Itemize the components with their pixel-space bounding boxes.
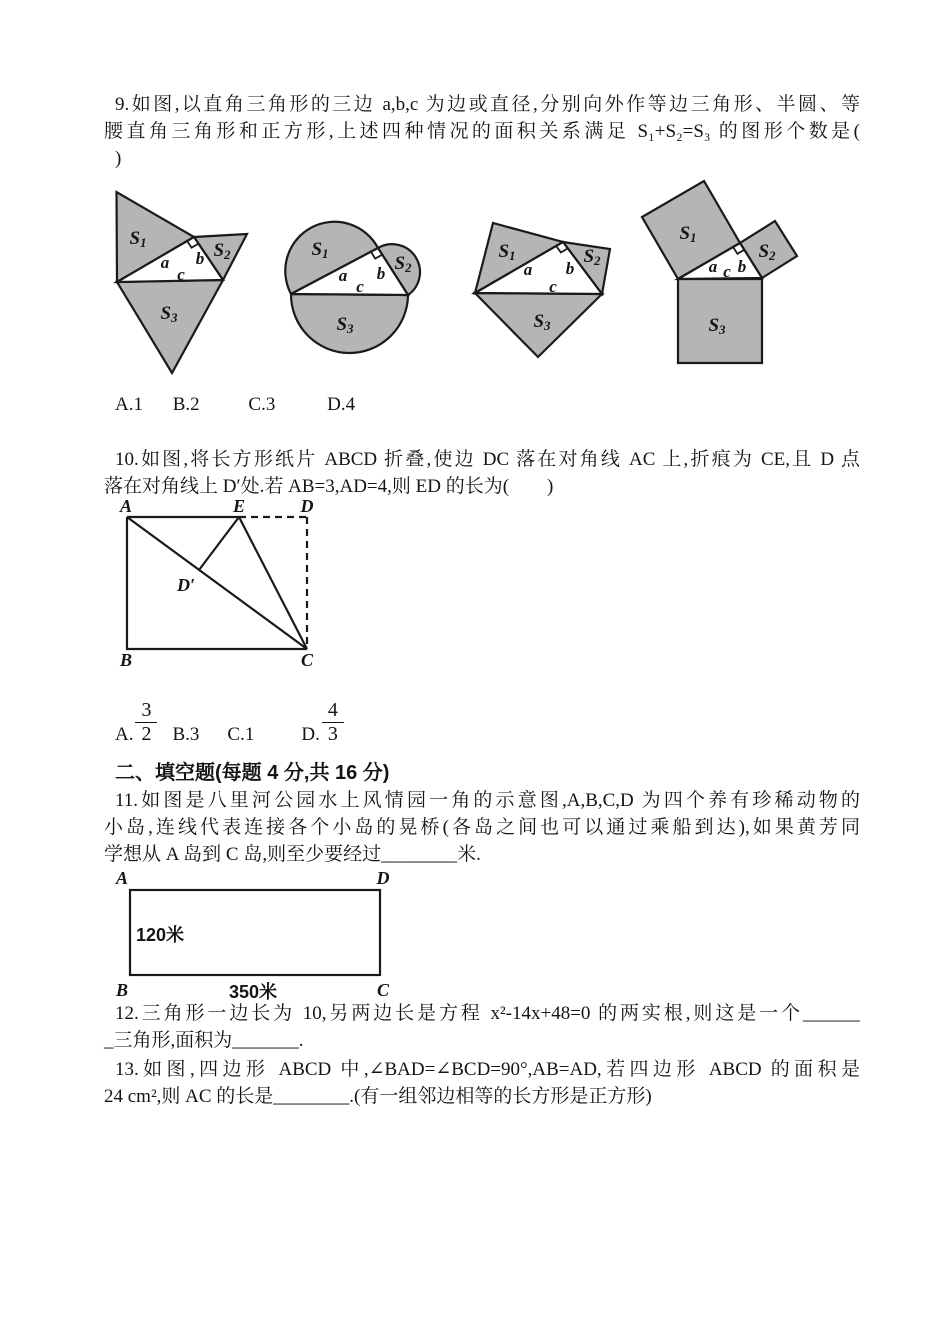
segment-e-c bbox=[239, 517, 307, 649]
q9-figure-equilateral-triangles bbox=[110, 180, 260, 375]
s2-label: S2 bbox=[394, 253, 412, 275]
choice-c: C.1 bbox=[227, 724, 255, 745]
side-a-label: a bbox=[160, 253, 170, 272]
q9-figure-squares bbox=[635, 176, 865, 368]
point-b-label: B bbox=[115, 980, 129, 1000]
question-10 bbox=[104, 446, 860, 500]
side-b-label: b bbox=[737, 257, 747, 276]
question-12 bbox=[104, 1000, 860, 1054]
choice-c: C.3 bbox=[248, 394, 276, 415]
point-c-label: C bbox=[376, 980, 390, 1000]
side-b-label: b bbox=[376, 264, 386, 283]
side-c-label: c bbox=[549, 277, 557, 296]
choice-a bbox=[115, 699, 157, 746]
s1-label: S1 bbox=[129, 228, 147, 250]
width-dimension-label: 350米 bbox=[229, 982, 278, 1002]
question-9-line-1: 9.如图,以直角三角形的三边 a,b,c 为边或直径,分别向外作等边三角形、半圆、等 bbox=[115, 94, 860, 115]
s3-label: S3 bbox=[336, 314, 354, 336]
choice-d bbox=[301, 699, 343, 746]
point-e-label: E bbox=[232, 498, 246, 516]
side-b-label: b bbox=[195, 249, 205, 268]
s1-label: S1 bbox=[498, 241, 516, 263]
question-12-line-2: _三角形,面积为_______. bbox=[104, 1030, 304, 1051]
diagonal-a-c bbox=[127, 517, 307, 649]
s3-label: S3 bbox=[708, 315, 726, 337]
side-a-label: a bbox=[708, 257, 718, 276]
q11-figure-park-rectangle bbox=[112, 868, 402, 1002]
q9-figure-semicircles bbox=[280, 208, 432, 358]
s2-label: S2 bbox=[758, 241, 776, 263]
point-d-label: D bbox=[376, 868, 390, 888]
side-c-label: c bbox=[356, 277, 364, 296]
question-9 bbox=[104, 91, 860, 172]
question-10-line-2: 落在对角线上 D′处.若 AB=3,AD=4,则 ED 的长为( ) bbox=[104, 476, 554, 497]
s3-label: S3 bbox=[160, 303, 178, 325]
side-a-label: a bbox=[338, 266, 348, 285]
segment-e-d-prime bbox=[199, 517, 239, 570]
s3-label: S3 bbox=[533, 311, 551, 333]
choice-a: A.1 bbox=[115, 394, 143, 415]
choice-b: B.2 bbox=[172, 394, 200, 415]
s1-label: S1 bbox=[679, 223, 697, 245]
s2-label: S2 bbox=[583, 246, 601, 268]
s3-triangle bbox=[117, 280, 223, 373]
side-c-label: c bbox=[723, 262, 731, 281]
q9-choices bbox=[104, 391, 860, 418]
section-2-header: 二、填空题(每题 4 分,共 16 分) bbox=[115, 762, 390, 784]
s2-label: S2 bbox=[213, 240, 231, 262]
q10-figure-rectangle-fold bbox=[113, 498, 323, 670]
question-10-line-1: 10.如图,将长方形纸片 ABCD 折叠,使边 DC 落在对角线 AC 上,折痕为 CE,且 D 点 bbox=[115, 449, 860, 470]
question-11-line-3: 学想从 A 岛到 C 岛,则至少要经过________米. bbox=[104, 844, 481, 865]
question-9-line-3: ) bbox=[115, 148, 122, 169]
choice-a-label: A. bbox=[115, 724, 134, 745]
question-11-line-1: 11.如图是八里河公园水上风情园一角的示意图,A,B,C,D 为四个养有珍稀动物的 bbox=[115, 790, 860, 811]
q10-choices bbox=[104, 682, 860, 746]
point-a-label: A bbox=[119, 498, 133, 516]
question-13-line-1: 13.如图,四边形 ABCD 中,∠BAD=∠BCD=90°,AB=AD,若四边形 ABCD 的面积是 bbox=[115, 1059, 860, 1080]
question-12-line-1: 12.三角形一边长为 10,另两边长是方程 x²-14x+48=0 的两实根,则这是一个______ bbox=[115, 1003, 860, 1024]
point-d-prime-label: D′ bbox=[176, 575, 196, 595]
question-11 bbox=[104, 787, 860, 868]
choice-d-label: D. bbox=[301, 724, 320, 745]
side-c-label: c bbox=[177, 265, 185, 284]
height-dimension-label: 120米 bbox=[136, 925, 185, 945]
point-b-label: B bbox=[119, 650, 133, 670]
question-9-line-2: 腰直角三角形和正方形,上述四种情况的面积关系满足 S₁+S₂=S₃ 的图形个数是( bbox=[104, 121, 860, 142]
fraction-four-thirds: $\frac{4}{3}$ bbox=[322, 699, 344, 746]
s3-square bbox=[678, 279, 762, 363]
point-d-label: D bbox=[300, 498, 314, 516]
side-a-label: a bbox=[523, 260, 533, 279]
question-13 bbox=[104, 1056, 860, 1110]
s1-label: S1 bbox=[311, 239, 329, 261]
point-a-label: A bbox=[115, 868, 129, 888]
question-11-line-2: 小岛,连线代表连接各个小岛的晃桥(各岛之间也可以通过乘船到达),如果黄芳同 bbox=[104, 817, 860, 838]
side-b-label: b bbox=[565, 259, 575, 278]
point-c-label: C bbox=[300, 650, 314, 670]
q9-figure-isosceles-right-triangles bbox=[470, 210, 640, 360]
question-13-line-2: 24 cm²,则 AC 的长是________.(有一组邻边相等的长方形是正方形) bbox=[104, 1086, 652, 1107]
choice-b: B.3 bbox=[172, 724, 200, 745]
choice-d: D.4 bbox=[327, 394, 356, 415]
fraction-three-halves: $\frac{3}{2}$ bbox=[135, 699, 157, 746]
